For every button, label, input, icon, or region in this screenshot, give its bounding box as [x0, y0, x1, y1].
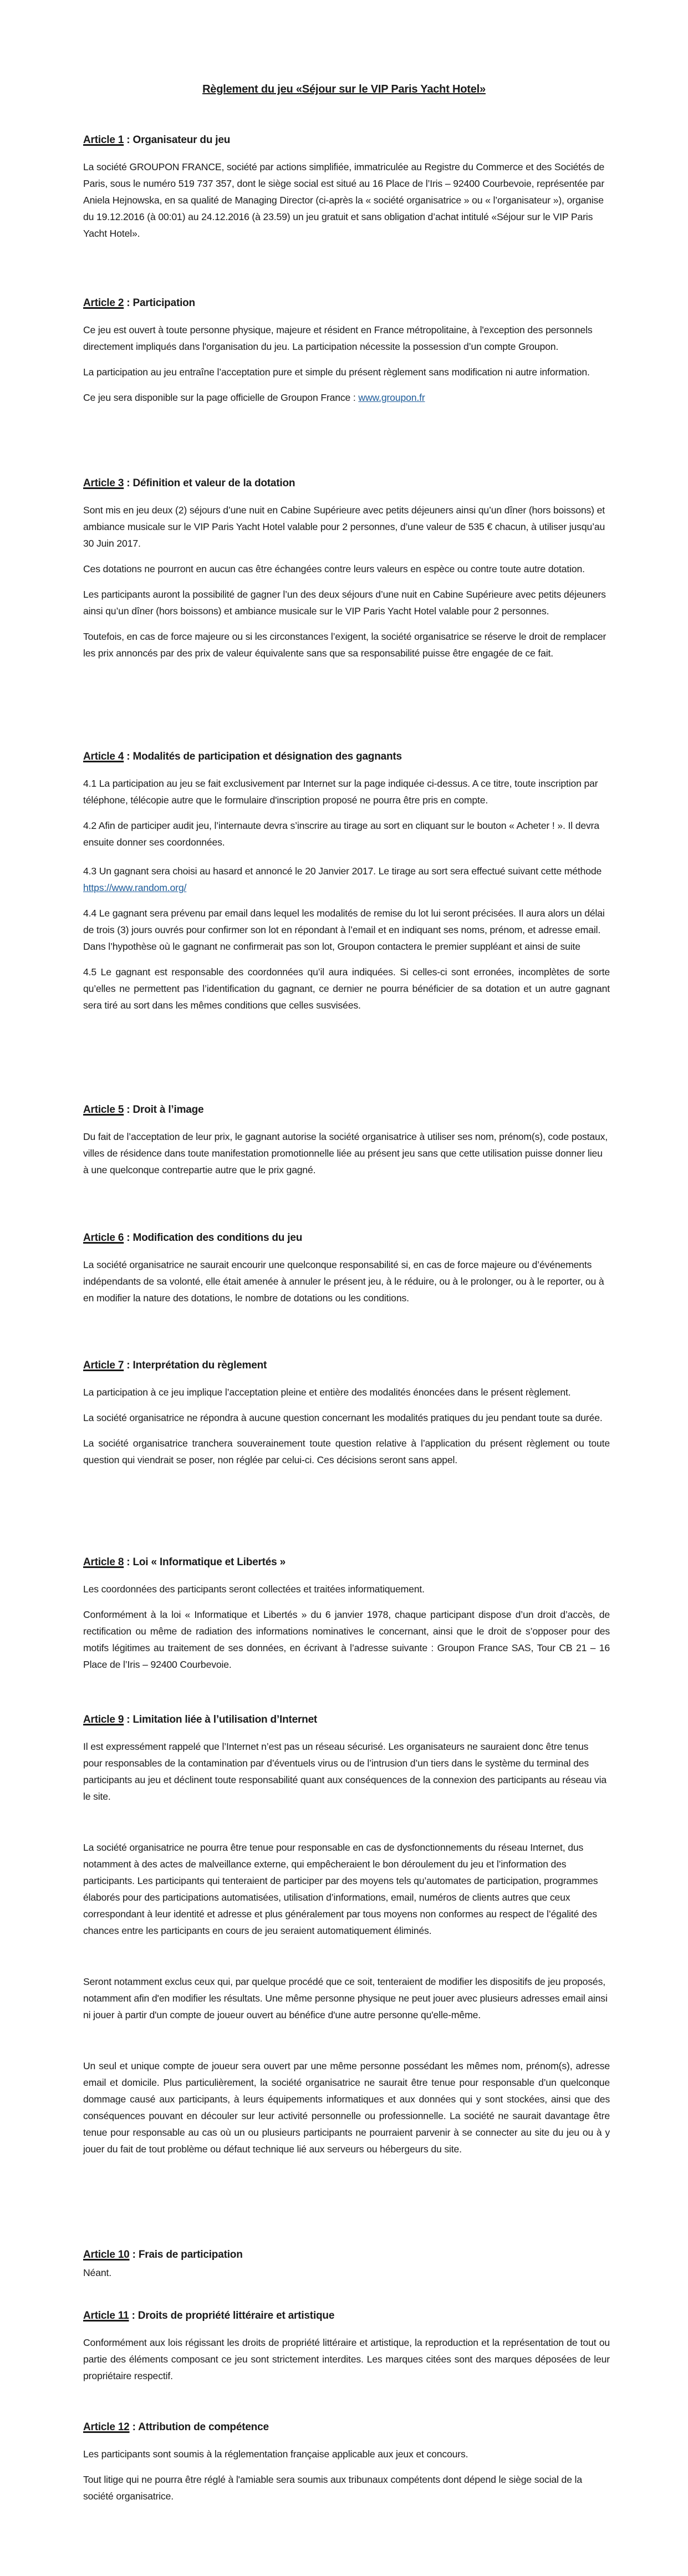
article-number: Article 2 [83, 297, 124, 309]
heading-sep: : [129, 2310, 138, 2322]
paragraph: 4.2 Afin de participer audit jeu, l’internaute devra s’inscrire au tirage au sort en cliquant sur le bouton « Acheter ! ». Il devra ensuite donner ses coordonnées. [83, 820, 599, 848]
paragraph: Seront notamment exclus ceux qui, par quelque procédé que ce soit, tenteraient de modifier les dispositifs de jeu proposés, notamment afin d'en modifier les résultats. Une même personne physique ne peut jouer avec plusieurs adresses email ainsi ni jouer à partir d'un compte de joueur ouvert au bénéfice d'une autre personne qu'elle-même. [83, 1976, 608, 2020]
article-9 [83, 1713, 610, 2166]
heading-sep: : [124, 751, 133, 762]
article-title: Frais de participation [138, 2249, 243, 2261]
article-heading [83, 2309, 610, 2323]
random-org-link[interactable]: https://www.random.org/ [83, 882, 187, 893]
paragraph: La société GROUPON FRANCE, société par actions simplifiée, immatriculée au Registre du Commerce et des Sociétés de Paris, sous le numéro 519 737 357, dont le siège social est situé au 16 Place de l’Iris – 92400 Courbevoie, représentée par Aniela Hejnowska, en sa qualité de Managing Director (ci-après la « société organisatrice » ou « l’organisateur »), organise du 19.12.2016 (à 00:01) au 24.12.2016 (à 23.59) un jeu gratuit et sans obligation d’achat intitulé «Séjour sur le VIP Paris Yacht Hotel». [83, 161, 605, 239]
paragraph: Ce jeu est ouvert à toute personne physique, majeure et résident en France métropolitaine, à l'exception des personnels directement impliqués dans l'organisation du jeu. La participation nécessite la possession d’un compte Groupon. [83, 324, 593, 352]
heading-sep: : [124, 477, 133, 489]
paragraph: Toutefois, en cas de force majeure ou si les circonstances l’exigent, la société organisatrice se réserve le droit de remplacer les prix annoncés par des prix de valeur équivalente sans que sa responsabilité puisse être engagée de ce fait. [83, 631, 607, 659]
article-number: Article 1 [83, 134, 124, 146]
article-1 [83, 133, 610, 251]
article-title: Limitation liée à l’utilisation d’Internet [132, 1714, 318, 1725]
article-number: Article 7 [83, 1360, 124, 1371]
paragraph: Conformément aux lois régissant les droits de propriété littéraire et artistique, la reproduction et la représentation de tout ou partie des éléments composant ce jeu sont strictement interdites. Les marques citées sont des marques déposées de leur propriétaire respectif. [83, 2337, 610, 2381]
groupon-link[interactable]: www.groupon.fr [358, 392, 425, 403]
paragraph: La société organisatrice ne saurait encourir une quelconque responsabilité si, en cas de force majeure ou d’événements indépendants de sa volonté, elle était amenée à annuler le présent jeu, à le réduire, ou à le prolonger, ou à le reporter, ou à en modifier la nature des dotations, le nombre de dotations ou les conditions. [83, 1259, 604, 1304]
article-heading [83, 133, 610, 147]
paragraph: La participation à ce jeu implique l’acceptation pleine et entière des modalités énoncées dans le présent règlement. [83, 1387, 571, 1398]
article-heading [83, 750, 610, 764]
article-11 [83, 2309, 610, 2393]
article-title: Droits de propriété littéraire et artistique [137, 2310, 335, 2322]
article-heading [83, 296, 610, 310]
article-title: Attribution de compétence [138, 2421, 269, 2433]
article-4 [83, 750, 610, 1022]
article-8 [83, 1555, 610, 1682]
article-6 [83, 1231, 610, 1315]
paragraph: Il est expressément rappelé que l’Internet n’est pas un réseau sécurisé. Les organisateurs ne sauraient donc être tenus pour responsables de la contamination par d’éventuels virus ou de l’intrusion d’un tiers dans le système du terminal des participants au jeu et déclinent toute responsabilité quant aux conséquences de la connexion des participants au réseau via le site. [83, 1741, 607, 1802]
paragraph-text: Ce jeu sera disponible sur la page officielle de Groupon France : [83, 392, 359, 403]
article-heading [83, 1103, 610, 1117]
article-heading [83, 1358, 610, 1373]
article-5 [83, 1103, 610, 1187]
heading-sep: : [124, 297, 133, 309]
paragraph: Du fait de l’acceptation de leur prix, le gagnant autorise la société organisatrice à utiliser ses nom, prénom(s), code postaux, villes de résidence dans toute manifestation promotionnelle liée au présent jeu sans que cette utilisation puisse donner lieu à une quelconque contrepartie autre que le prix gagné. [83, 1131, 608, 1175]
article-title: Modalités de participation et désignation des gagnants [132, 751, 402, 762]
article-title: Loi « Informatique et Libertés » [132, 1556, 286, 1568]
paragraph: 4.1 La participation au jeu se fait exclusivement par Internet sur la page indiquée ci-dessus. A ce titre, toute inscription par téléphone, télécopie autre que le formulaire d'inscription proposé ne pourra être pris en compte. [83, 778, 598, 806]
paragraph: La société organisatrice tranchera souverainement toute question relative à l’application du présent règlement ou toute question qui viendrait se poser, non réglée par celui-ci. Ces décisions seront sans appel. [83, 1438, 610, 1465]
article-title: Interprétation du règlement [132, 1360, 267, 1371]
article-number: Article 11 [83, 2310, 129, 2322]
article-heading [83, 2248, 610, 2262]
article-heading [83, 1713, 610, 1727]
paragraph: Ces dotations ne pourront en aucun cas être échangées contre leurs valeurs en espèce ou contre toute autre dotation. [83, 563, 585, 574]
document-title: Règlement du jeu «Séjour sur le VIP Paris Yacht Hotel» [202, 83, 486, 95]
article-title: Droit à l’image [132, 1104, 204, 1116]
article-number: Article 9 [83, 1714, 124, 1725]
article-heading [83, 1555, 610, 1570]
paragraph: La société organisatrice ne pourra être tenue pour responsable en cas de dysfonctionnements du réseau Internet, dus notamment à des actes de malveillance externe, qui empêcheraient le bon déroulement du jeu et l’information des participants. Les participants qui tenteraient de participer par des moyens tels qu’automates de participation, programmes élaborés pour des participations automatisées, utilisation d’informations, email, numéros de clients autres que ceux correspondant à leur identité et adresse et plus généralement par tous moyens non conformes au respect de l’égalité des chances entre les participants en cours de jeu seraient automatiquement éliminés. [83, 1842, 598, 1936]
heading-sep: : [124, 1232, 133, 1244]
paragraph: Les participants auront la possibilité de gagner l’un des deux séjours d’une nuit en Cabine Supérieure avec petits déjeuners ainsi qu’un dîner (hors boissons) et ambiance musicale sur le VIP Paris Yacht Hotel valable pour 2 personnes. [83, 589, 606, 617]
paragraph: Sont mis en jeu deux (2) séjours d’une nuit en Cabine Supérieure avec petits déjeuners ainsi qu’un dîner (hors boissons) et ambiance musicale sur le VIP Paris Yacht Hotel valable pour 2 personnes, d’une valeur de 535 € chacun, à utiliser jusqu’au 30 Juin 2017. [83, 505, 605, 549]
paragraph: La participation au jeu entraîne l’acceptation pure et simple du présent règlement sans modification ni autre information. [83, 366, 590, 378]
heading-sep: : [124, 1556, 133, 1568]
heading-sep: : [129, 2249, 139, 2261]
paragraph: La société organisatrice ne répondra à aucune question concernant les modalités pratiques du jeu pendant toute sa durée. [83, 1412, 603, 1423]
paragraph: Néant. [83, 2267, 111, 2278]
article-7 [83, 1358, 610, 1477]
article-3 [83, 476, 610, 670]
heading-sep: : [124, 1104, 133, 1116]
paragraph: 4.4 Le gagnant sera prévenu par email dans lequel les modalités de remise du lot lui seront précisées. Il aura alors un délai de trois (3) jours ouvrés pour confirmer son lot en répondant à l’email et en indiquant ses noms, prénom, et adresse email. Dans l’hypothèse où le gagnant ne confirmerait pas son lot, Groupon contactera le premier suppléant et ainsi de suite [83, 908, 605, 952]
heading-sep: : [124, 1360, 133, 1371]
paragraph: 4.5 Le gagnant est responsable des coordonnées qu’il aura indiquées. Si celles-ci sont erronées, incomplètes de sorte qu’elles ne permettent pas l’identification du gagnant, ce dernier ne pourra bénéficier de sa dotation et un autre gagnant sera tiré au sort dans les mêmes conditions que celles susvisées. [83, 966, 610, 1011]
article-number: Article 3 [83, 477, 124, 489]
paragraph: Les participants sont soumis à la réglementation française applicable aux jeux et concours. [83, 2448, 468, 2460]
article-title: Organisateur du jeu [132, 134, 231, 146]
article-title: Participation [132, 297, 195, 309]
paragraph: Conformément à la loi « Informatique et Libertés » du 6 janvier 1978, chaque participant dispose d’un droit d’accès, de rectification ou même de radiation des informations nominatives le concernant, ainsi que le droit de s’opposer pour des motifs légitimes au traitement de ses données, en écrivant à l’adresse suivante : Groupon France SAS, Tour CB 21 – 16 Place de l’Iris – 92400 Courbevoie. [83, 1609, 610, 1670]
article-10 [83, 2248, 610, 2290]
article-title: Modification des conditions du jeu [132, 1232, 303, 1244]
article-heading [83, 2420, 610, 2435]
paragraph: Tout litige qui ne pourra être réglé à l'amiable sera soumis aux tribunaux compétents dont dépend le siège social de la société organisatrice. [83, 2474, 582, 2502]
paragraph: Les coordonnées des participants seront collectées et traitées informatiquement. [83, 1584, 425, 1595]
article-number: Article 5 [83, 1104, 124, 1116]
heading-sep: : [129, 2421, 139, 2433]
article-number: Article 8 [83, 1556, 124, 1568]
article-number: Article 6 [83, 1232, 124, 1244]
paragraph [83, 863, 610, 896]
article-number: Article 4 [83, 751, 124, 762]
heading-sep: : [124, 134, 133, 146]
article-heading [83, 476, 610, 491]
heading-sep: : [124, 1714, 133, 1725]
article-12 [83, 2420, 610, 2513]
article-title: Définition et valeur de la dotation [132, 477, 295, 489]
paragraph-text: 4.3 Un gagnant sera choisi au hasard et annoncé le 20 Janvier 2017. Le tirage au sort sera effectué suivant cette méthode [83, 866, 602, 877]
article-number: Article 12 [83, 2421, 130, 2433]
article-heading [83, 1231, 610, 1245]
article-2 [83, 296, 610, 415]
article-number: Article 10 [83, 2249, 130, 2261]
paragraph [83, 389, 610, 406]
paragraph: Un seul et unique compte de joueur sera ouvert par une même personne possédant les mêmes nom, prénom(s), adresse email et domicile. Plus particulièrement, la société organisatrice ne saurait être tenue pour responsable d’un quelconque dommage causé aux participants, à leurs équipements informatiques et aux données qui y sont stockées, ainsi que des conséquences pouvant en découler sur leur activité personnelle ou professionnelle. La société ne saurait davantage être tenue pour responsable au cas où un ou plusieurs participants ne pourraient parvenir à se connecter au site du jeu ou à y jouer du fait de tout problème ou défaut technique lié aux serveurs ou hébergeurs du site. [83, 2060, 610, 2155]
